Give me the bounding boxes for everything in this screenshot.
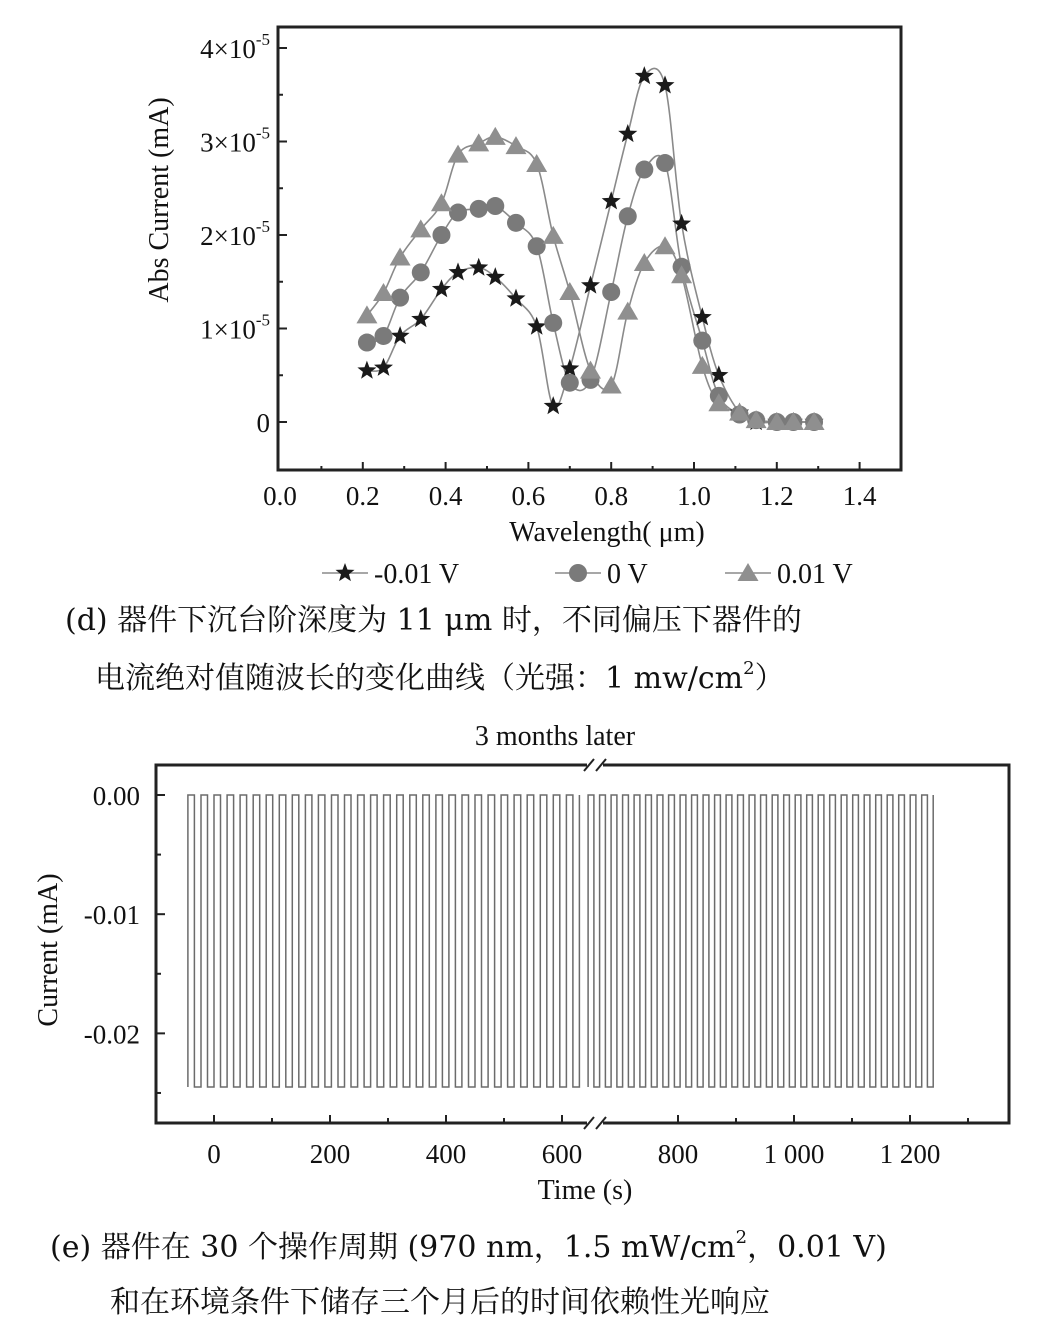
- caption-d-line-2: [95, 658, 785, 696]
- signal-segment-0: [188, 795, 580, 1087]
- data-point-s1-13: [602, 283, 620, 301]
- legend-label-1: 0 V: [607, 559, 648, 590]
- panel-e-axis-break: [584, 758, 606, 1130]
- panel-e-title: 3 months later: [474, 721, 636, 752]
- x-tick-label-5: 1.0: [677, 481, 711, 511]
- y-tick-label-0: 0.00: [92, 781, 140, 811]
- y-tick-label-1: -0.01: [83, 900, 140, 931]
- data-point-s1-10: [544, 314, 562, 332]
- data-point-s2-0: [356, 305, 377, 323]
- x-tick-label-6: 1.2: [759, 481, 794, 511]
- data-point-s2-10: [543, 226, 564, 244]
- data-point-s0-14: [618, 124, 637, 142]
- y-tick-label-0: 0: [256, 408, 270, 438]
- data-point-s2-16: [655, 236, 676, 254]
- y-tick-label-2: $2\times 10^{-5}$: [200, 217, 270, 251]
- caption-d-superscript: 2: [743, 658, 755, 679]
- panel-d-y-axis-label: Abs Current (mA): [144, 97, 175, 303]
- legend-label-2: 0.01 V: [777, 559, 853, 590]
- panel-d-markers: [356, 66, 824, 431]
- data-point-s2-18: [692, 356, 713, 374]
- data-point-s0-13: [602, 191, 621, 209]
- data-point-s2-13: [601, 376, 622, 394]
- data-point-s2-6: [468, 133, 489, 151]
- panel-d-plot-frame: [278, 27, 901, 470]
- data-point-s0-6: [469, 258, 488, 276]
- data-point-s1-14: [619, 207, 637, 225]
- data-point-s0-10: [544, 396, 563, 414]
- data-point-s1-8: [507, 214, 525, 232]
- data-point-s1-7: [486, 197, 504, 215]
- panel-d-legend: [322, 559, 853, 590]
- data-point-s1-15: [635, 161, 653, 179]
- legend-label-0: -0.01 V: [374, 559, 460, 590]
- caption-e-line-1-text: (e) 器件在 30 个操作周期 (970 nm，1.5 mW/cm: [50, 1230, 736, 1265]
- x-tick-label-0: 0: [207, 1139, 221, 1169]
- y-tick-label-2: -0.02: [83, 1019, 140, 1050]
- x-tick-label-7: 1.4: [842, 481, 877, 511]
- caption-e-superscript: 2: [735, 1227, 748, 1248]
- data-point-s2-12: [580, 361, 601, 379]
- y-tick-label-4: $4\times 10^{-5}$: [200, 30, 270, 64]
- data-point-s1-9: [528, 237, 546, 255]
- panel-d-x-axis-label: Wavelength( μm): [509, 517, 705, 548]
- data-point-s2-14: [617, 302, 638, 320]
- caption-e-line-1: [50, 1227, 887, 1265]
- data-point-s2-4: [431, 193, 452, 211]
- legend-marker-1: [569, 564, 587, 582]
- y-tick-label-3: $3\times 10^{-5}$: [200, 123, 270, 158]
- data-point-s0-12: [581, 276, 600, 294]
- x-tick-label-3: 0.6: [511, 481, 546, 511]
- data-point-s1-2: [391, 289, 409, 307]
- data-point-s0-9: [527, 317, 546, 335]
- caption-e-line-1-end: ，0.01 V): [747, 1230, 887, 1265]
- data-point-s1-3: [412, 263, 430, 281]
- x-tick-label-1: 200: [309, 1139, 351, 1169]
- caption-d-line-1: (d) 器件下沉台阶深度为 11 μm 时，不同偏压下器件的: [65, 603, 802, 638]
- data-point-s1-11: [561, 374, 579, 392]
- x-tick-label-2: 0.4: [428, 481, 463, 511]
- data-point-s1-4: [432, 226, 450, 244]
- data-point-s2-1: [373, 283, 394, 301]
- data-point-s1-0: [358, 334, 376, 352]
- panel-e-y-ticks: [84, 781, 165, 1093]
- data-point-s1-1: [375, 327, 393, 345]
- caption-d-line-2-end: ）: [754, 661, 785, 696]
- caption-d-line-2-text: 电流绝对值随波长的变化曲线（光强：1 mw/cm: [95, 661, 744, 696]
- x-tick-label-5: 1 000: [763, 1139, 825, 1169]
- legend-marker-2: [738, 563, 759, 581]
- data-point-s2-8: [505, 136, 526, 154]
- panel-e-y-axis-label: Current (mA): [33, 873, 64, 1027]
- data-point-s0-1: [374, 358, 393, 376]
- x-tick-label-2: 400: [425, 1139, 467, 1169]
- data-point-s0-16: [656, 75, 675, 93]
- x-tick-label-6: 1 200: [879, 1139, 941, 1169]
- data-point-s1-5: [449, 204, 467, 222]
- panel-e-signal: [188, 795, 933, 1087]
- data-point-s2-11: [559, 282, 580, 300]
- panel-e-x-axis-label: Time (s): [537, 1175, 633, 1206]
- data-point-s1-6: [470, 200, 488, 218]
- data-point-s2-2: [390, 247, 411, 265]
- data-point-s0-0: [357, 361, 376, 379]
- x-tick-label-1: 0.2: [345, 481, 380, 511]
- data-point-s1-18: [693, 332, 711, 350]
- legend-marker-0: [336, 563, 355, 581]
- data-point-s0-19: [709, 365, 728, 383]
- y-tick-label-1: $1\times 10^{-5}$: [200, 310, 270, 345]
- data-point-s0-18: [693, 307, 712, 325]
- data-point-s2-7: [485, 127, 506, 145]
- data-point-s2-15: [634, 253, 655, 271]
- signal-segment-1: [588, 795, 933, 1087]
- data-point-s2-9: [526, 154, 547, 172]
- panel-d-y-ticks: [200, 30, 287, 438]
- data-point-s0-2: [391, 326, 410, 344]
- x-tick-label-4: 0.8: [594, 481, 629, 511]
- caption-e-line-2: 和在环境条件下储存三个月后的时间依赖性光响应: [110, 1285, 770, 1320]
- x-tick-label-4: 800: [657, 1139, 699, 1169]
- data-point-s1-16: [656, 154, 674, 172]
- x-tick-label-0: 0.0: [263, 481, 297, 511]
- panel-d-chart: [144, 27, 901, 590]
- panel-e-chart: [33, 721, 1009, 1206]
- x-tick-label-3: 600: [541, 1139, 583, 1169]
